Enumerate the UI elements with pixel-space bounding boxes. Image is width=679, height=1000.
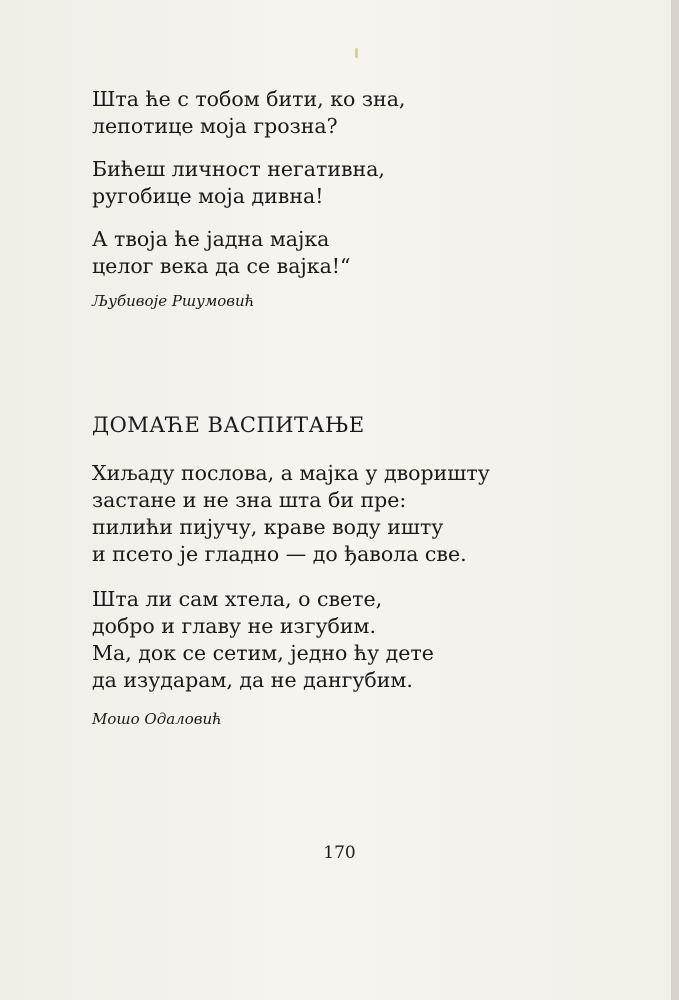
poem-line: Шта ће с тобом бити, ко зна,	[92, 87, 406, 111]
poem-line: добро и главу не изгубим.	[92, 614, 376, 638]
poem-line: пилићи пијучу, краве воду ишту	[92, 515, 444, 539]
poem-line: застане и не зна шта би пре:	[92, 488, 407, 512]
poem-1	[92, 86, 612, 310]
page-number: 170	[323, 843, 356, 863]
poem-line: и псето је гладно — до ђавола све.	[92, 542, 467, 566]
paper-speck	[355, 48, 358, 58]
poem-2-title: ДОМАЋЕ ВАСПИТАЊЕ	[92, 413, 365, 437]
poem-1-stanza-2	[92, 156, 612, 210]
poem-line: Шта ли сам хтела, о свете,	[92, 587, 383, 611]
poem-2-stanza-2	[92, 586, 612, 694]
poem-line: лепотице моја грозна?	[92, 114, 338, 138]
page-edge	[671, 0, 679, 1000]
poem-line: Хиљаду послова, а мајка у дворишту	[92, 461, 490, 485]
poem-line: А твоја ће јадна мајка	[92, 227, 330, 251]
poem-line: Ма, док се сетим, једно ћу дете	[92, 641, 434, 665]
poem-line: да изударам, да не дангубим.	[92, 668, 413, 692]
poem-line: целог века да се вајка!“	[92, 254, 351, 278]
poem-1-stanza-3	[92, 226, 612, 280]
poem-1-author: Љубивоје Ршумовић	[92, 292, 255, 310]
poem-2-author: Мошо Одаловић	[92, 710, 222, 728]
poem-2-stanza-1	[92, 460, 612, 568]
poem-2	[92, 460, 612, 728]
poem-1-stanza-1	[92, 86, 612, 140]
poem-line: Бићеш личност негативна,	[92, 157, 385, 181]
poem-line: ругобице моја дивна!	[92, 184, 324, 208]
